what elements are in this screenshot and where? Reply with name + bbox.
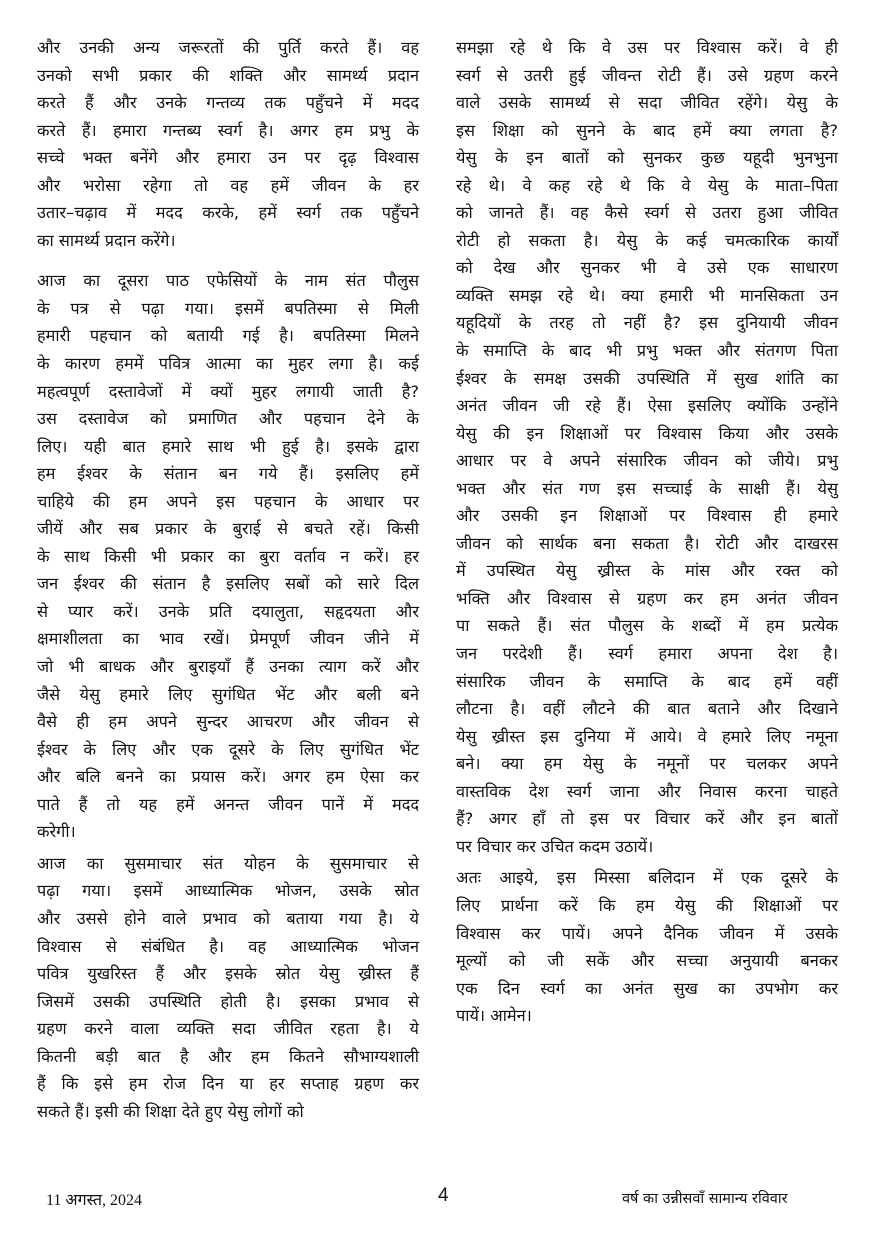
paragraph-second-reading	[37, 267, 419, 845]
text-line: आधार पर वे अपने संसारिक जीवन को जीये। प्रभु	[456, 451, 838, 471]
text-line: यहूदियों के तरह तो नहीं है? इस दुनियायी जीवन	[456, 313, 838, 333]
text-line: लिए। यही बात हमारे साथ भी हुई है। इसके द्वारा	[37, 436, 419, 456]
text-line: करेगी।	[37, 822, 76, 842]
text-line: समझा रहे थे कि वे उस पर विश्वास करें। वे ही	[456, 38, 838, 57]
text-line: ग्रहण करने वाला व्यक्ति सदा जीवित रहता है। ये	[37, 1019, 419, 1039]
text-line: जन ईश्वर की संतान है इसलिए सबों को सारे दिल	[37, 574, 419, 594]
text-line: लौटना है। वहीं लौटने की बात बताने और दिखाने	[456, 699, 838, 719]
text-line: करते हैं। हमारा गन्तब्य स्वर्ग है। अगर हम प्रभु के	[37, 120, 419, 140]
paragraph-gospel	[37, 850, 419, 1125]
text-line: चाहिये की हम अपने इस पहचान के आधार पर	[37, 491, 419, 511]
text-line: जिसमें उसकी उपस्थिति होती है। इसका प्रभाव से	[37, 991, 419, 1011]
text-line: और बलि बनने का प्रयास करें। अगर हम ऐसा कर	[37, 767, 419, 787]
text-line: पा सकते हैं। संत पौलुस के शब्दों में हम प्रत्येक	[456, 616, 838, 636]
text-line: का सामर्थ्य प्रदान करेंगे।	[37, 230, 176, 250]
text-line: पर विचार कर उचित कदम उठायें।	[456, 836, 654, 856]
text-line: उनको सभी प्रकार की शक्ति और सामर्थ्य प्रदान	[37, 65, 419, 85]
text-line: के पत्र से पढ़ा गया। इसमें बपतिस्मा से मिली	[37, 298, 419, 318]
text-line: अनंत जीवन जी रहे हैं। ऐसा इसलिए क्योंकि उन्होंने	[456, 396, 838, 416]
text-line: मूल्यों को जी सकें और सच्चा अनुयायी बनकर	[456, 951, 838, 971]
text-line: विश्वास से संबंधित है। वह आध्यात्मिक भोजन	[37, 936, 419, 956]
text-line: वास्तविक देश स्वर्ग जाना और निवास करना चाहते	[456, 781, 838, 801]
footer-occasion: वर्ष का उन्नीसवाँ सामान्य रविवार	[622, 1191, 788, 1207]
text-line: पायें। आमेन।	[456, 1006, 532, 1026]
text-line: येसु ख्रीस्त इस दुनिया में आये। वे हमारे लिए नमूना	[456, 726, 838, 746]
text-line: लिए प्रार्थना करें कि हम येसु की शिक्षाओं पर	[456, 895, 838, 915]
text-line: को देख और सुनकर भी वे उसे एक साधारण	[456, 258, 838, 278]
text-line: और उससे होने वाले प्रभाव को बताया गया है। ये	[37, 908, 419, 928]
text-line: उतार–चढ़ाव में मदद करके, हमें स्वर्ग तक पहुँचने	[37, 203, 419, 223]
text-line: के कारण हममें पवित्र आत्मा का मुहर लगा है। कई	[37, 354, 419, 374]
right-column	[456, 34, 838, 1030]
text-line: आज का सुसमाचार संत योहन के सुसमाचार से	[37, 853, 419, 873]
text-line: येसु के इन बातों को सुनकर कुछ यहूदी भुनभुना	[456, 148, 838, 168]
text-line: इस शिक्षा को सुनने के बाद हमें क्या लगता है?	[456, 120, 838, 140]
text-line: में उपस्थित येसु ख्रीस्त के मांस और रक्त को	[456, 561, 838, 581]
text-line: से प्यार करें। उनके प्रति दयालुता, सहृदयता और	[37, 601, 419, 621]
text-line: वाले उसके सामर्थ्य से सदा जीवित रहेंगे। येसु के	[456, 93, 838, 113]
text-line: सकते हैं। इसी की शिक्षा देते हुए येसु लोगों को	[37, 1101, 304, 1121]
paragraph-closing-prayer	[456, 864, 838, 1029]
text-line: रहे थे। वे कह रहे थे कि वे येसु के माता–पिता	[456, 175, 838, 195]
text-line: को जानते हैं। वह कैसे स्वर्ग से उतरा हुआ जीवित	[456, 203, 838, 223]
text-line: येसु की इन शिक्षाओं पर विश्वास किया और उसके	[456, 423, 838, 443]
paragraph-intro-continued	[37, 34, 419, 254]
page-number: 4	[438, 1185, 449, 1206]
text-line: भक्ति और विश्वास से ग्रहण कर हम अनंत जीवन	[456, 588, 838, 608]
text-line: के समाप्ति के बाद भी प्रभु भक्त और संतगण पिता	[456, 341, 838, 361]
text-line: वैसे ही हम अपने सुन्दर आचरण और जीवन से	[37, 712, 419, 732]
text-line: पाते हैं तो यह हमें अनन्त जीवन पानें में मदद	[37, 794, 419, 814]
text-line: और उसकी इन शिक्षाओं पर विश्वास ही हमारे	[456, 506, 838, 526]
text-line: कितनी बड़ी बात है और हम कितने सौभाग्यशाली	[37, 1046, 419, 1066]
text-line: हैं कि इसे हम रोज दिन या हर सप्ताह ग्रहण कर	[37, 1074, 419, 1094]
text-line: पवित्र युखरिस्त हैं और इसके स्रोत येसु ख्रीस्त हैं	[37, 964, 419, 984]
text-line: जीवन को सार्थक बना सकता है। रोटी और दाखरस	[456, 533, 838, 553]
text-line: अतः आइये, इस मिस्सा बलिदान में एक दूसरे के	[456, 868, 838, 888]
text-line: एक दिन स्वर्ग का अनंत सुख का उपभोग कर	[456, 978, 838, 998]
text-line: ईश्वर के समक्ष उसकी उपस्थिति में सुख शांति का	[456, 368, 838, 388]
text-line: ईश्वर के लिए और एक दूसरे के लिए सुगंधित भेंट	[37, 739, 419, 759]
text-line: उस दस्तावेज को प्रमाणित और पहचान देने के	[37, 409, 419, 429]
text-line: जन परदेशी हैं। स्वर्ग हमारा अपना देश है।	[456, 644, 838, 664]
text-line: आज का दूसरा पाठ एफेसियों के नाम संत पौलुस	[37, 271, 419, 291]
text-line: हम ईश्वर के संतान बन गये हैं। इसलिए हमें	[37, 464, 419, 484]
text-line: बने। क्या हम येसु के नमूनों पर चलकर अपने	[456, 754, 838, 774]
text-line: और भरोसा रहेगा तो वह हमें जीवन के हर	[37, 175, 419, 195]
text-line: पढ़ा गया। इसमें आध्यात्मिक भोजन, उसके स्रोत	[37, 881, 419, 901]
text-line: के साथ किसी भी प्रकार का बुरा वर्ताव न करें। हर	[37, 546, 419, 566]
text-line: महत्वपूर्ण दस्तावेजों में क्यों मुहर लगायी जाती है?	[37, 381, 419, 401]
text-line: भक्त और संत गण इस सच्चाई के साक्षी हैं। येसु	[456, 478, 838, 498]
text-line: हैं? अगर हाँ तो इस पर विचार करें और इन बातों	[456, 809, 838, 829]
left-column	[37, 34, 419, 1125]
text-line: हमारी पहचान को बतायी गई है। बपतिस्मा मिलने	[37, 326, 419, 346]
text-line: जो भी बाधक और बुराइयाँ हैं उनका त्याग करें और	[37, 657, 419, 677]
text-line: करते हैं और उनके गन्तव्य तक पहुँचने में मदद	[37, 93, 419, 113]
text-line: जैसे येसु हमारे लिए सुगंधित भेंट और बली बने	[37, 684, 419, 704]
text-line: जीयें और सब प्रकार के बुराई से बचते रहें। किसी	[37, 519, 419, 539]
text-line: विश्वास कर पायें। अपने दैनिक जीवन में उसके	[456, 923, 838, 943]
text-line: और उनकी अन्य जरूरतों की पुर्ति करते हैं। वह	[37, 38, 419, 57]
text-line: व्यक्ति समझ रहे थे। क्या हमारी भी मानसिकता उन	[456, 285, 838, 305]
text-line: क्षमाशीलता का भाव रखें। प्रेमपूर्ण जीवन जीने में	[37, 629, 419, 649]
text-line: संसारिक जीवन के समाप्ति के बाद हमें वहीं	[456, 671, 838, 691]
footer-date: 11 अगस्त, 2024	[46, 1192, 142, 1209]
paragraph-gospel-continued	[456, 34, 838, 860]
text-line: स्वर्ग से उतरी हुई जीवन्त रोटी हैं। उसे ग्रहण करने	[456, 65, 838, 85]
text-line: रोटी हो सकता है। येसु के कई चमत्कारिक कार्यों	[456, 230, 838, 250]
text-line: सच्चे भक्त बनेंगे और हमारा उन पर दृढ़ विश्वास	[37, 148, 419, 168]
